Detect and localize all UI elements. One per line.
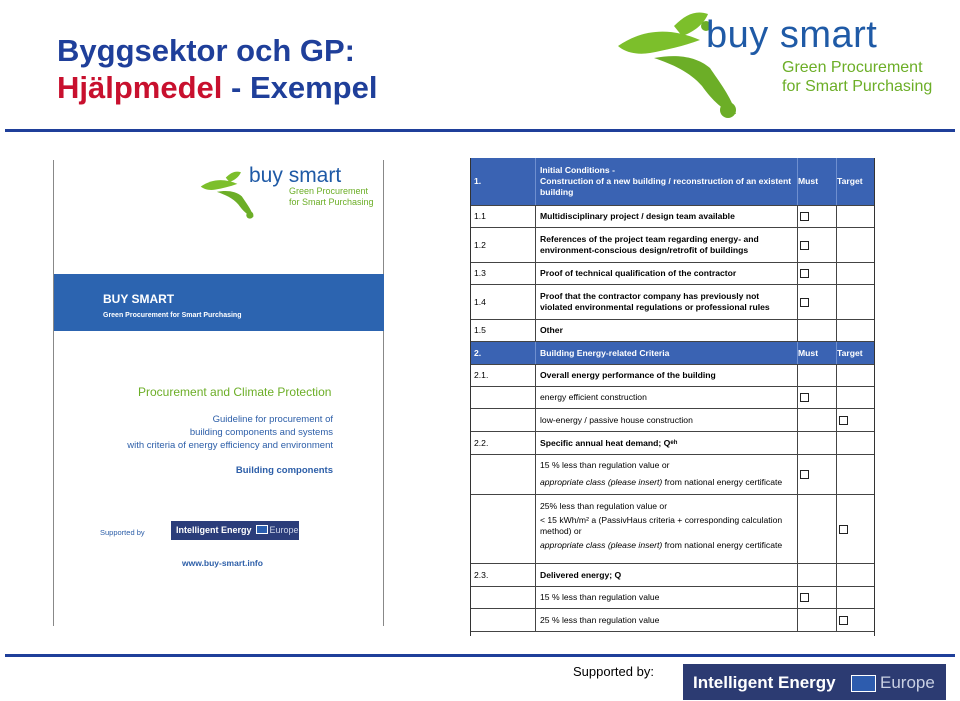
row-text: Other: [535, 320, 797, 341]
table-row: [471, 495, 875, 564]
row-number: 1.4: [474, 296, 486, 307]
row-emph: appropriate class (please insert): [540, 540, 663, 550]
section-title-a: Initial Conditions -: [540, 165, 615, 175]
row-text: Overall energy performance of the building: [535, 365, 797, 386]
row-number: 2.1.: [474, 370, 489, 380]
cover-band-title: BUY SMART: [103, 292, 175, 306]
row-line: 15 % less than regulation value or: [540, 460, 670, 470]
row-number: 1.2: [474, 239, 486, 250]
must-header: [797, 342, 836, 364]
row-text: 25 % less than regulation value: [535, 609, 797, 631]
row-text-sub: eh: [670, 439, 678, 446]
table-row: [471, 320, 875, 342]
row-text-main: Specific annual heat demand; Q: [540, 437, 671, 448]
logo-tagline-1: Green Procurement: [782, 59, 923, 76]
criteria-table: [470, 158, 875, 636]
must-checkbox[interactable]: [800, 593, 809, 602]
table-row: [471, 285, 875, 320]
row-text: Proof of technical qualification of the contractor: [535, 263, 797, 284]
brochure-cover: [53, 160, 384, 626]
ie-label: Intelligent Energy: [693, 673, 836, 692]
cover-title: Procurement and Climate Protection: [138, 385, 332, 399]
title-highlight: Hjälpmedel: [57, 70, 223, 105]
row-text: Delivered energy; Q: [535, 564, 797, 586]
cover-tagline: [289, 186, 374, 208]
table-row: [471, 206, 875, 228]
cover-url: www.buy-smart.info: [182, 558, 263, 568]
cover-band: [54, 274, 384, 331]
table-row: [471, 609, 875, 632]
row-text: low-energy / passive house construction: [535, 409, 797, 431]
target-checkbox[interactable]: [839, 525, 848, 534]
row-text: References of the project team regarding energy- and environment-conscious design/retrofit of buildings: [535, 228, 797, 262]
table-row: [471, 455, 875, 495]
row-number: 1.1: [474, 211, 486, 221]
row-text: energy efficient construction: [535, 387, 797, 408]
table-row: [471, 365, 875, 387]
title-suffix: - Exempel: [222, 70, 378, 105]
logo-tagline: [782, 58, 932, 96]
cover-ie-label: Intelligent Energy: [176, 525, 252, 535]
bottom-divider: [5, 654, 955, 657]
logo-brand: buy smart: [706, 14, 878, 56]
target-header: [836, 158, 875, 205]
must-checkbox[interactable]: [800, 269, 809, 278]
must-checkbox[interactable]: [800, 241, 809, 250]
cover-supported: Supported by: [100, 528, 145, 537]
buy-smart-logo: [614, 6, 954, 124]
section-number: 2.: [474, 347, 482, 358]
eu-flag-icon: [851, 675, 876, 692]
table-row: [471, 564, 875, 587]
table-header-row: [471, 158, 875, 206]
cover-band-subtitle: Green Procurement for Smart Purchasing: [103, 312, 242, 319]
row-line: 25% less than regulation value or: [540, 501, 668, 511]
must-header: [797, 158, 836, 205]
row-text: Multidisciplinary project / design team available: [535, 206, 797, 227]
logo-tagline-2: for Smart Purchasing: [782, 78, 933, 95]
target-header: [836, 342, 875, 364]
slide-title: [57, 32, 377, 106]
target-label: Target: [837, 176, 863, 186]
intelligent-energy-logo: [683, 664, 946, 700]
table-row: [471, 228, 875, 263]
cover-ie-europe: Europe: [269, 525, 299, 535]
row-number: 1.5: [474, 325, 486, 335]
title-line-2: [57, 69, 377, 106]
row-rest: from national energy certificate: [662, 477, 783, 487]
table-row: [471, 409, 875, 432]
row-number: 2.3.: [474, 569, 489, 580]
cover-brand: buy smart: [249, 164, 342, 187]
must-checkbox[interactable]: [800, 212, 809, 221]
supported-by-label: Supported by:: [573, 664, 654, 679]
must-checkbox[interactable]: [800, 393, 809, 402]
row-text: [535, 495, 797, 563]
table-header-row: [471, 342, 875, 365]
row-rest: from national energy certificate: [662, 540, 783, 550]
target-checkbox[interactable]: [839, 416, 848, 425]
section-title: [535, 158, 797, 205]
row-text: [535, 432, 797, 454]
table-row: [471, 263, 875, 285]
table-row: [471, 432, 875, 455]
must-label: Must: [798, 176, 819, 186]
cover-tagline-2: for Smart Purchasing: [289, 197, 374, 207]
cover-tagline-1: Green Procurement: [289, 186, 369, 196]
row-line: [540, 477, 794, 488]
ie-europe: Europe: [880, 673, 935, 692]
row-text: Proof that the contractor company has previously not violated environmental regulations or professional rules: [535, 285, 797, 319]
must-checkbox[interactable]: [800, 470, 809, 479]
row-number: 2.2.: [474, 437, 489, 448]
row-text: [535, 455, 797, 494]
section-title-b: Construction of a new building / reconstruction of an existent building: [540, 176, 792, 197]
section-title: Building Energy-related Criteria: [535, 342, 797, 364]
row-text: 15 % less than regulation value: [535, 587, 797, 608]
cover-guideline-3: with criteria of energy efficiency and environment: [127, 440, 333, 451]
title-line-1: Byggsektor och GP:: [57, 33, 355, 68]
section-number: 1.: [474, 176, 482, 186]
table-row: [471, 587, 875, 609]
row-line: < 15 kWh/m² a (PassivHaus criteria + corresponding calculation method) or: [540, 515, 783, 536]
eu-flag-icon: [256, 525, 268, 534]
row-emph: appropriate class (please insert): [540, 477, 663, 487]
must-checkbox[interactable]: [800, 298, 809, 307]
row-number: 1.3: [474, 268, 486, 278]
cover-guideline-2: building components and systems: [189, 427, 333, 438]
cover-ie-logo: [171, 521, 299, 540]
row-line: [540, 540, 794, 551]
cover-guideline: [93, 413, 333, 452]
cover-guideline-1: Guideline for procurement of: [212, 414, 333, 425]
top-divider: [5, 129, 955, 132]
cover-component: Building components: [235, 465, 333, 476]
must-label: Must: [798, 347, 819, 358]
table-row: [471, 387, 875, 409]
target-label: Target: [837, 347, 863, 358]
target-checkbox[interactable]: [839, 616, 848, 625]
